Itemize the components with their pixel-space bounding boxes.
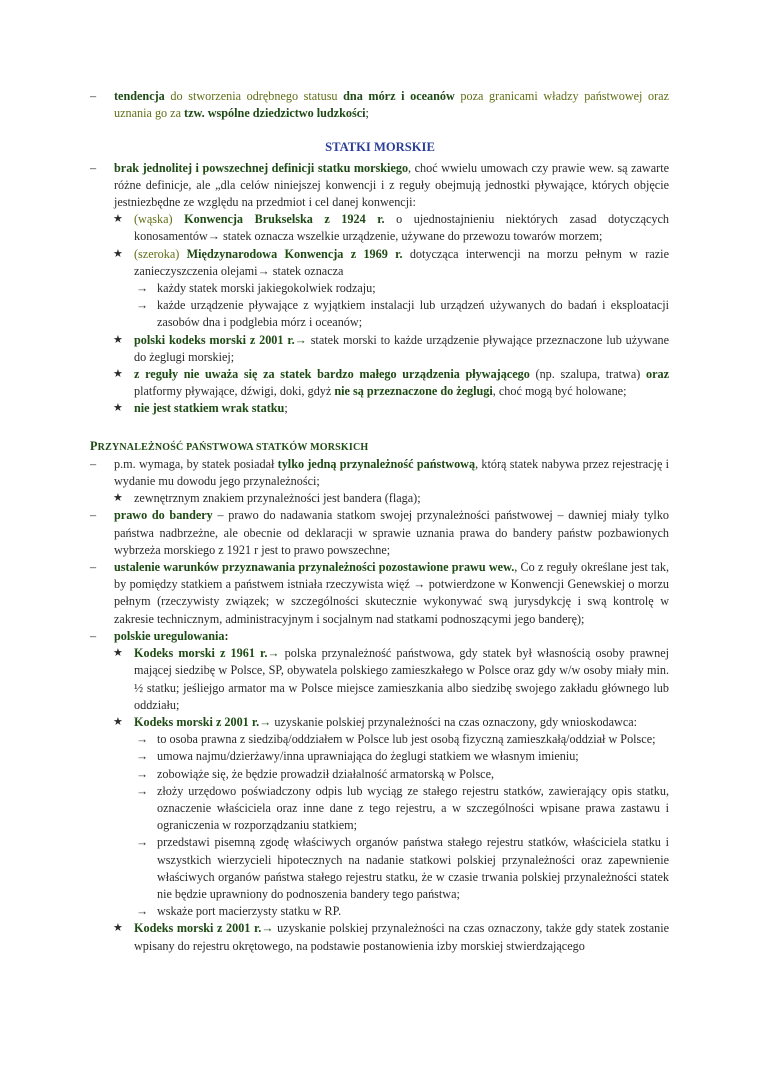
list-item: – brak jednolitej i powszechnej definicji statku morskiego, choć wwielu umowach czy prawie wew. są zawarte różne definicje, ale „dla celów niniejszej konwencji i z reguły obejmują jednostki pływające, których objęcie jestniezbędne ze względu na przedmiot i cel danej konwencji:: [90, 160, 669, 210]
list-item: → każdy statek morski jakiegokolwiek rodzaju;: [157, 280, 669, 297]
star-bullet: ★: [113, 715, 123, 728]
list-item: ★ (szeroka) Międzynarodowa Konwencja z 1969 r. dotycząca interwencji na morzu pełnym w razie zanieczyszczenia olejami→ statek oznacza: [113, 246, 669, 278]
dash-bullet: –: [90, 628, 97, 643]
list-item: ★ z reguły nie uważa się za statek bardzo małego urządzenia pływającego (np. szalupa, tratwa) oraz platformy pływające, dźwigi, doki, gdyż nie są przeznaczone do żeglugi, choć mogą być holowane;: [113, 367, 669, 399]
star-bullet: ★: [113, 247, 123, 260]
dash-bullet: –: [90, 456, 97, 471]
arrow-bullet: →: [136, 783, 149, 798]
arrow-bullet: →: [136, 732, 149, 747]
list-item: – polskie uregulowania:: [114, 628, 669, 645]
list-item: – tendencja do stworzenia odrębnego statusu dna mórz i oceanów poza granicami władzy państwowej oraz uznania go za tzw. wspólne dziedzictwo ludzkości;: [90, 89, 670, 121]
dash-bullet: –: [90, 89, 97, 103]
list-item: ★ Kodeks morski z 2001 r.→ uzyskanie polskiej przynależności na czas oznaczony, także gdy statek zostanie wpisany do rejestru okrętowego, na podstawie postanowienia izby morskiej stwierdzającego: [113, 921, 669, 953]
list-item: ★ Kodeks morski z 2001 r.→ uzyskanie polskiej przynależności na czas oznaczony, gdy wnioskodawca:: [134, 714, 669, 731]
dash-bullet: –: [90, 508, 97, 523]
list-item: ★ zewnętrznym znakiem przynależności jest bandera (flaga);: [134, 490, 669, 507]
list-item: → przedstawi pisemną zgodę właściwych organów państwa stałego rejestru statków, właściciela statku i wszystkich wierzycieli hipotecznych na nadanie statkowi polskiej przynależności oraz zapewnienie właściwych organów państwa stałego rejestru statku, że w czasie trwania polskiej przynależności statek nie będzie uprawniony do podnoszenia bandery tego państwa;: [136, 835, 669, 901]
list-item: → wskaże port macierzysty statku w RP.: [157, 903, 669, 920]
dash-bullet: –: [90, 560, 97, 575]
list-item: ★ Kodeks morski z 1961 r.→ polska przynależność państwowa, gdy statek był własnością osoby prawnej mającej siedzibę w Polsce, SP, obywatela polskiego zamieszkałego w Polsce oraz gdy w/w osoby miały min. ½ statku; jeśliejgo armator ma w Polsce miejsce zamieszkania albo siedzibę swojego zakładu głównego lub oddziału;: [113, 646, 670, 712]
list-item: ★ nie jest statkiem wrak statku;: [134, 400, 669, 417]
star-bullet: ★: [113, 647, 123, 660]
list-item: → zobowiąże się, że będzie prowadził działalność armatorską w Polsce,: [157, 766, 669, 783]
section-heading: STATKI MORSKIE: [325, 140, 435, 155]
arrow-bullet: →: [136, 766, 149, 781]
list-item: ★ (wąska) Konwencja Brukselska z 1924 r. o ujednostajnieniu niektórych zasad dotyczących konosamentów→ statek oznacza wszelkie urządzenie, używane do przewozu towarów morzem;: [113, 212, 669, 244]
star-bullet: ★: [113, 492, 123, 505]
list-item: → złoży urzędowo poświadczony odpis lub wyciąg ze stałego rejestru statków, zawierający opis statku, oznaczenie właściciela oraz inne dane z tego rejestru, a w szczególności wpisane prawa zastawu i ograniczenia w rozporządzaniu statkiem;: [136, 783, 669, 833]
star-bullet: ★: [113, 402, 123, 415]
arrow-bullet: →: [136, 749, 149, 764]
arrow-bullet: →: [136, 298, 149, 313]
star-bullet: ★: [113, 333, 123, 346]
star-bullet: ★: [113, 368, 123, 381]
list-item: ★ polski kodeks morski z 2001 r.→ statek morski to każde urządzenie pływające przeznaczone lub używane do żeglugi morskiej;: [113, 332, 669, 364]
arrow-bullet: →: [136, 281, 149, 296]
list-item: – p.m. wymaga, by statek posiadał tylko jedną przynależność państwową, którą statek nabywa przez rejestrację i wydanie mu dowodu jego przynależności;: [90, 456, 670, 489]
star-bullet: ★: [113, 213, 123, 226]
document-page: [0, 88, 760, 955]
arrow-bullet: →: [136, 904, 149, 919]
arrow-bullet: →: [136, 835, 149, 850]
star-bullet: ★: [113, 922, 123, 935]
dash-bullet: –: [90, 160, 97, 175]
list-item: → to osoba prawna z siedzibą/oddziałem w Polsce lub jest osobą fizyczną zamieszkałą/oddział w Polsce;: [157, 731, 669, 748]
list-item: – prawo do bandery – prawo do nadawania statkom swojej przynależności państwowej – dawniej miały tylko państwa nadbrzeżne, ale obecnie od deklaracji w sprawie uznania prawa do bandery państw pozbawionych wybrzeża morskiego z 1921 r jest to prawo powszechne;: [90, 508, 670, 557]
list-item: → każde urządzenie pływające z wyjątkiem instalacji lub urządzeń używanych do badań i eksploatacji zasobów dna i podglebia mórz i oceanów;: [136, 298, 669, 330]
list-item: – ustalenie warunków przyznawania przynależności pozostawione prawu wew., Co z reguły określane jest tak, by pomiędzy statkiem a państwem istniała rzeczywista więź → potwierdzone w Konwencji Genewskiej o morzu pełnym (rzeczywisty związek; w szczególności skutecznie wykonywać swą jurysdykcję i swą kontrolę w zakresie technicznym, administracyjnym i socjalnym nad statkami podnoszącymi jego banderę);: [90, 560, 669, 626]
section-heading: PRZYNALEŻNOŚĆ PAŃSTWOWA STATKÓW MORSKICH: [90, 438, 369, 453]
list-item: → umowa najmu/dzierżawy/inna uprawniająca do żeglugi statkiem we własnym imieniu;: [157, 748, 669, 765]
